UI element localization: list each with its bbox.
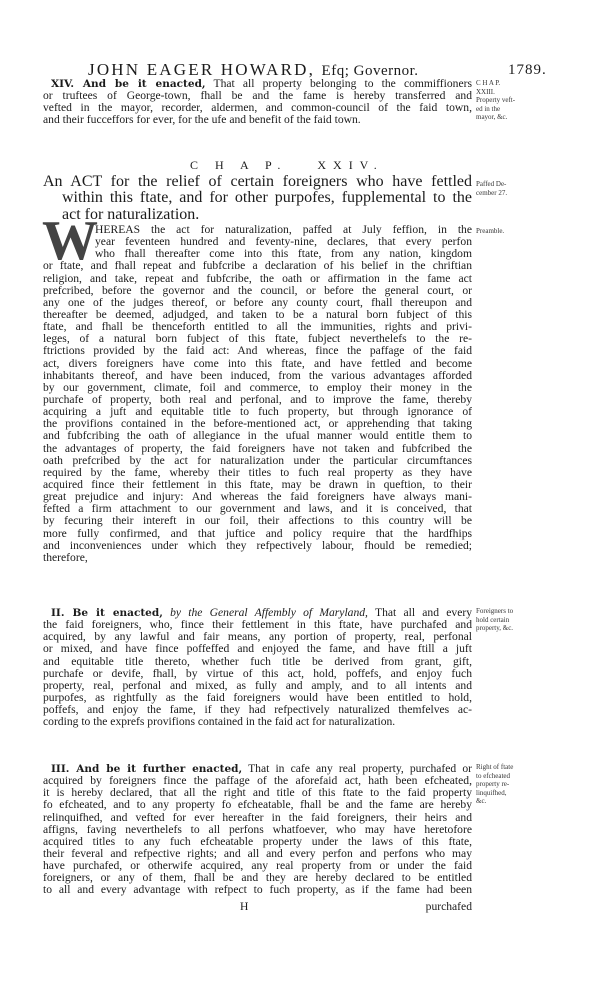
- line-text: or mixed, and have fince poffeffed and enjoyed the fame, and have ftill a juft: [43, 642, 472, 656]
- text-line: [43, 190, 472, 206]
- drop-cap: W: [42, 210, 98, 272]
- text-line: [43, 207, 472, 223]
- line-text: the faid foreigners, who, fince their fettlement in this ftate, have purchafed and: [43, 618, 472, 632]
- line-text: within this ftate, and for other purpofes, fupplemental to the: [62, 189, 472, 207]
- margin-note-passed: [476, 180, 546, 197]
- text-line: [43, 114, 472, 126]
- catchword: purchafed: [425, 900, 472, 913]
- margin-note-line: Foreigners to: [476, 607, 514, 615]
- text-line: [43, 552, 472, 564]
- line-text: vefted in the mayor, recorder, aldermen, and common-council of the faid town,: [43, 101, 472, 115]
- text-line: [43, 884, 472, 896]
- line-text: cording to the exprefs provifions contained in the faid act for naturalization.: [43, 715, 396, 729]
- act-title: [43, 174, 472, 223]
- line-text: religion, and take, repeat and fubfcribe, the oath or affirmation in the fame act: [43, 271, 472, 285]
- line-text: purchafe or devife, fhall, by virtue of this act, hold, poffefs, and enjoy fuch: [43, 666, 472, 680]
- line-text: poffefs, and enjoy the fame, if they had refpectively naturalized themfelves ac-: [43, 703, 472, 717]
- line-text: by our government, climate, foil and commerce, to employ their money in the: [43, 380, 472, 394]
- line-text: and fubfcribing the oath of allegiance in the ufual manner would entitle them to: [43, 429, 472, 443]
- line-text: acquiring a juft and equitable title to fuch property, but through ignorance of: [43, 405, 472, 419]
- line-text: ftate, and fhall be thenceforth entitled to all the immunities, rights and privi-: [43, 320, 472, 334]
- line-text: That all and every: [375, 606, 472, 619]
- margin-note-line: C H A P.: [476, 79, 501, 87]
- line-text: purchafe of property, both real and perfonal, and to improve the fame, thereby: [43, 392, 472, 406]
- line-text: required by the fame, whereby their titles to fuch real property as they have: [43, 465, 472, 479]
- margin-note-line: XXIII.: [476, 87, 495, 96]
- line-text: fo efcheated, and to any property fo efcheatable, fhall be and the fame are hereby: [43, 798, 472, 812]
- line-text: fefted a firm attachment to our government and laws, and it is conceived, that: [43, 502, 472, 516]
- margin-note-line: Paffed De-: [476, 180, 507, 188]
- signature-mark: H: [240, 900, 249, 913]
- line-text: act for naturalization.: [62, 205, 200, 223]
- header-governor: Efq; Governor.: [321, 63, 419, 79]
- preamble: [43, 224, 472, 564]
- line-text: or truftees of George-town, fhall be and the fame is hereby transferred and: [43, 89, 472, 103]
- line-text: great prejudice and injury: And whereas the faid foreigners have always mani-: [43, 490, 472, 504]
- line-text: inhabitants thereof, and have been induced, from the various advantages afforded: [43, 368, 472, 382]
- text-line: [43, 174, 472, 190]
- header-year: 1789.: [508, 62, 547, 78]
- enacting-clause: XIV. And be it enacted,: [51, 78, 206, 90]
- line-text: or ftate, and fhall repeat and fubfcribe a declaration of his belief in the chriftian: [43, 259, 472, 273]
- line-text: purpofes, as rightfully as the faid foreigners would have been entitled to hold,: [43, 690, 472, 704]
- line-text: leges, of a natural born fubject of this ftate, fubject neverthelefs to the re-: [43, 332, 472, 346]
- chapter-heading: C H A P. XXIV.: [190, 158, 384, 172]
- line-text: property, real, perfonal and mixed, as fully and amply, and to all intents and: [43, 678, 472, 692]
- assembly-clause: by the General Affembly of Maryland,: [170, 606, 368, 619]
- margin-note-line: property, &c.: [476, 624, 514, 633]
- margin-note-line: to efcheated: [476, 771, 511, 780]
- margin-note-line: hold certain: [476, 615, 510, 624]
- margin-note-line: linquifhed,: [476, 788, 507, 797]
- line-text: the provifions contained in the before-mentioned act, or apprehending that taking: [43, 417, 472, 431]
- margin-note-line: Property veft-: [476, 96, 516, 105]
- line-text: ftrictions provided by the faid act: And whereas, fince the paffage of the faid: [43, 344, 472, 358]
- line-text: act, divers foreigners have come into this ftate, and have fettled and become: [43, 356, 472, 370]
- line-text: An ACT for the relief of certain foreigners who have fettled: [43, 173, 472, 190]
- line-text: their feveral and refpective rights; and all and every perfon and perfons who may: [43, 846, 472, 860]
- line-text: it is hereby declared, that all the right and title of this ftate to the faid property: [43, 786, 472, 800]
- line-text: any one of the judges thereof, or before any county court, fhall thereupon and: [43, 295, 472, 309]
- line-text: oath prefcribed by the act for naturalization under the particular circumftances: [43, 453, 472, 467]
- margin-note-line: mayor, &c.: [476, 113, 508, 122]
- line-text: acquired titles to any fuch efcheatable property under the laws of this ftate,: [43, 834, 472, 848]
- line-text: and equitable title thereto, whether fuch title be derived from grant, gift,: [43, 654, 472, 668]
- header-title: JOHN EAGER HOWARD,: [88, 60, 316, 79]
- line-text: and inconveniences under which they refpectively labour, fhould be remedied;: [43, 538, 472, 552]
- line-text: to all and every advantage with refpect to fuch property, as if the fame had been: [43, 883, 472, 897]
- margin-note-line: Preamble.: [476, 227, 505, 235]
- line-text: That in cafe any real property, purchafed or: [248, 762, 473, 775]
- line-text: year feventeen hundred and feventy-nine, declares, that every perfon: [95, 235, 472, 249]
- line-text: HEREAS the act for naturalization, paffed at July feffion, in the: [95, 223, 472, 236]
- margin-note-line: &c.: [476, 797, 487, 806]
- line-text: acquired, by any lawful and fair means, any portion of property, real, perfonal: [43, 630, 472, 644]
- line-text: relinquifhed, and vefted for ever hereafter in the faid foreigners, their heirs and: [43, 810, 472, 824]
- line-text: affigns, faving neverthelefs to all perfons whatfoever, who may have heretofore: [43, 822, 472, 836]
- line-text: who fhall thereafter come into this ftate, from any nation, kingdom: [95, 247, 472, 261]
- line-text: acquired by foreigners fince the paffage of the aforefaid act, hath been efcheated,: [43, 774, 472, 788]
- enacting-clause: II. Be it enacted,: [51, 607, 163, 619]
- margin-note-line: ed in the: [476, 104, 501, 113]
- line-text: by fecuring their intereft in our foil, their affections to this country will be: [43, 514, 472, 528]
- margin-note-line: property re-: [476, 780, 510, 789]
- margin-note-escheated: [476, 763, 546, 806]
- text-line: [43, 716, 472, 728]
- line-text: foreigners, or any of them, fhall be and they are hereby declared to be entitled: [43, 871, 472, 885]
- line-text: acquired fince their fettlement in this ftate, may be drawn in queftion, to their: [43, 477, 472, 491]
- line-text: more fully confirmed, and that juftice and policy require that the hardfhips: [43, 526, 472, 540]
- section-xiv: [43, 78, 472, 127]
- section-ii: [43, 607, 472, 728]
- line-text: and their fucceffors for ever, for the ufe and benefit of the faid town.: [43, 113, 361, 127]
- line-text: That all property belonging to the commiffioners: [213, 77, 472, 90]
- line-text: thereafter be deemed, adjudged, and taken to be a natural born fubject of this: [43, 307, 472, 321]
- margin-note-chap-xxiii: [476, 79, 546, 122]
- line-text: therefore,: [43, 550, 88, 564]
- margin-note-line: Right of ftate: [476, 763, 514, 771]
- line-text: have purchafed, or otherwife acquired, any real property from or under the faid: [43, 859, 472, 873]
- line-text: the advantages of property, the faid foreigners have not taken and fubfcribed the: [43, 441, 472, 455]
- margin-note-preamble: [476, 227, 546, 236]
- margin-note-line: cember 27.: [476, 188, 508, 197]
- section-iii: [43, 763, 472, 897]
- margin-note-foreigners: [476, 607, 546, 633]
- line-text: prefcribed, before the governor and the council, or before the general court, or: [43, 283, 472, 297]
- enacting-clause: III. And be it further enacted,: [51, 763, 243, 775]
- text-line: [43, 540, 472, 552]
